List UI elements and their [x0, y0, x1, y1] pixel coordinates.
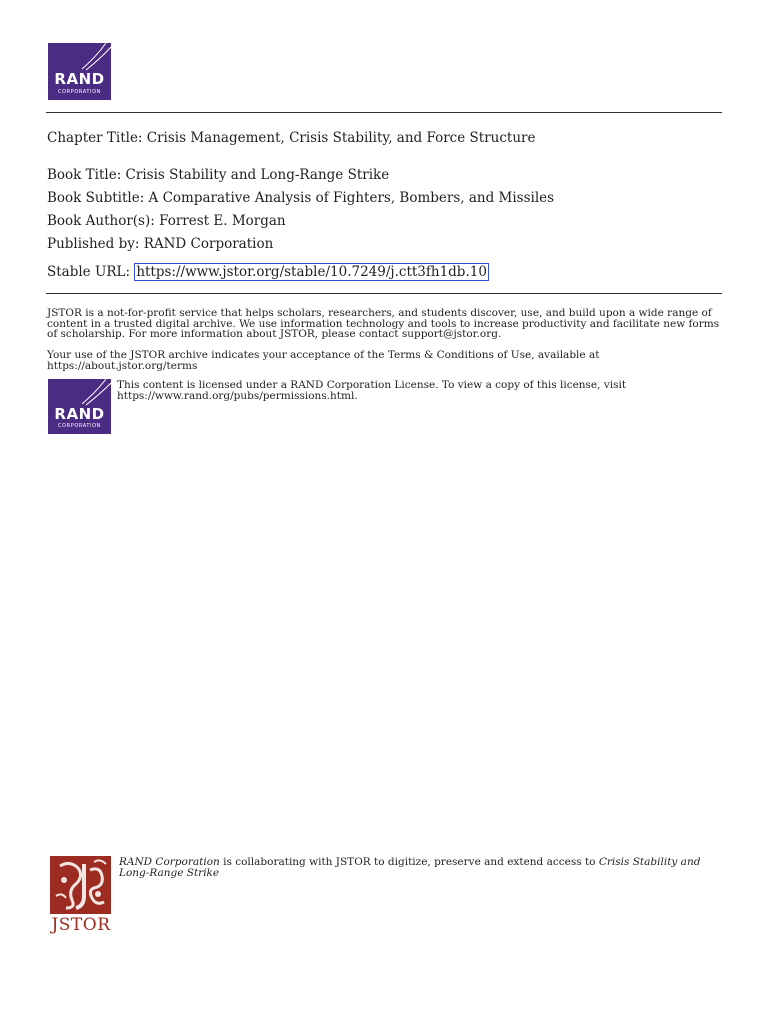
- stable-url-line: [47, 263, 489, 281]
- rand-logo: [48, 43, 111, 100]
- book-title: Book Title: Crisis Stability and Long-Range Strike: [47, 167, 390, 183]
- stable-url-link[interactable]: https://www.jstor.org/stable/10.7249/j.ctt3fh1db.10: [136, 264, 487, 280]
- jstor-wordmark: JSTOR: [51, 915, 111, 935]
- published-by: Published by: RAND Corporation: [47, 236, 274, 252]
- rand-logo-small: [48, 379, 111, 434]
- stable-url-label: Stable URL:: [47, 264, 135, 280]
- collab-publisher: RAND Corporation: [119, 856, 220, 868]
- book-author: Book Author(s): Forrest E. Morgan: [47, 213, 286, 229]
- top-divider: [46, 112, 722, 113]
- jstor-about-paragraph: JSTOR is a not-for-profit service that helps scholars, researchers, and students discover, use, and build upon a wide range of content in a trusted digital archive. We use information technology and tools to increase productivity and facilitate new forms of scholarship. For more information about JSTOR, please contact support@jstor.org.: [47, 307, 720, 340]
- chapter-title: Chapter Title: Crisis Management, Crisis Stability, and Force Structure: [47, 130, 536, 146]
- rand-logo-sub: CORPORATION: [58, 423, 101, 429]
- rand-logo-sub: CORPORATION: [58, 89, 101, 95]
- rand-logo-word: RAND: [54, 70, 105, 88]
- jstor-emblem-icon: [50, 856, 111, 914]
- jstor-logo: [48, 853, 114, 937]
- book-subtitle: Book Subtitle: A Comparative Analysis of Fighters, Bombers, and Missiles: [47, 190, 555, 206]
- rand-logo-word: RAND: [54, 405, 105, 423]
- terms-paragraph: Your use of the JSTOR archive indicates your acceptance of the Terms & Conditions of Use, available at https://about.jstor.org/terms: [47, 349, 600, 372]
- collab-text: is collaborating with JSTOR to digitize, preserve and extend access to: [219, 856, 599, 868]
- middle-divider: [46, 293, 722, 294]
- collab-book: Crisis Stability and Long-Range Strike: [119, 856, 701, 879]
- collaboration-note: [119, 857, 719, 878]
- license-paragraph: This content is licensed under a RAND Corporation License. To view a copy of this license, visit https://www.rand.org/pubs/permissions.html.: [117, 379, 627, 402]
